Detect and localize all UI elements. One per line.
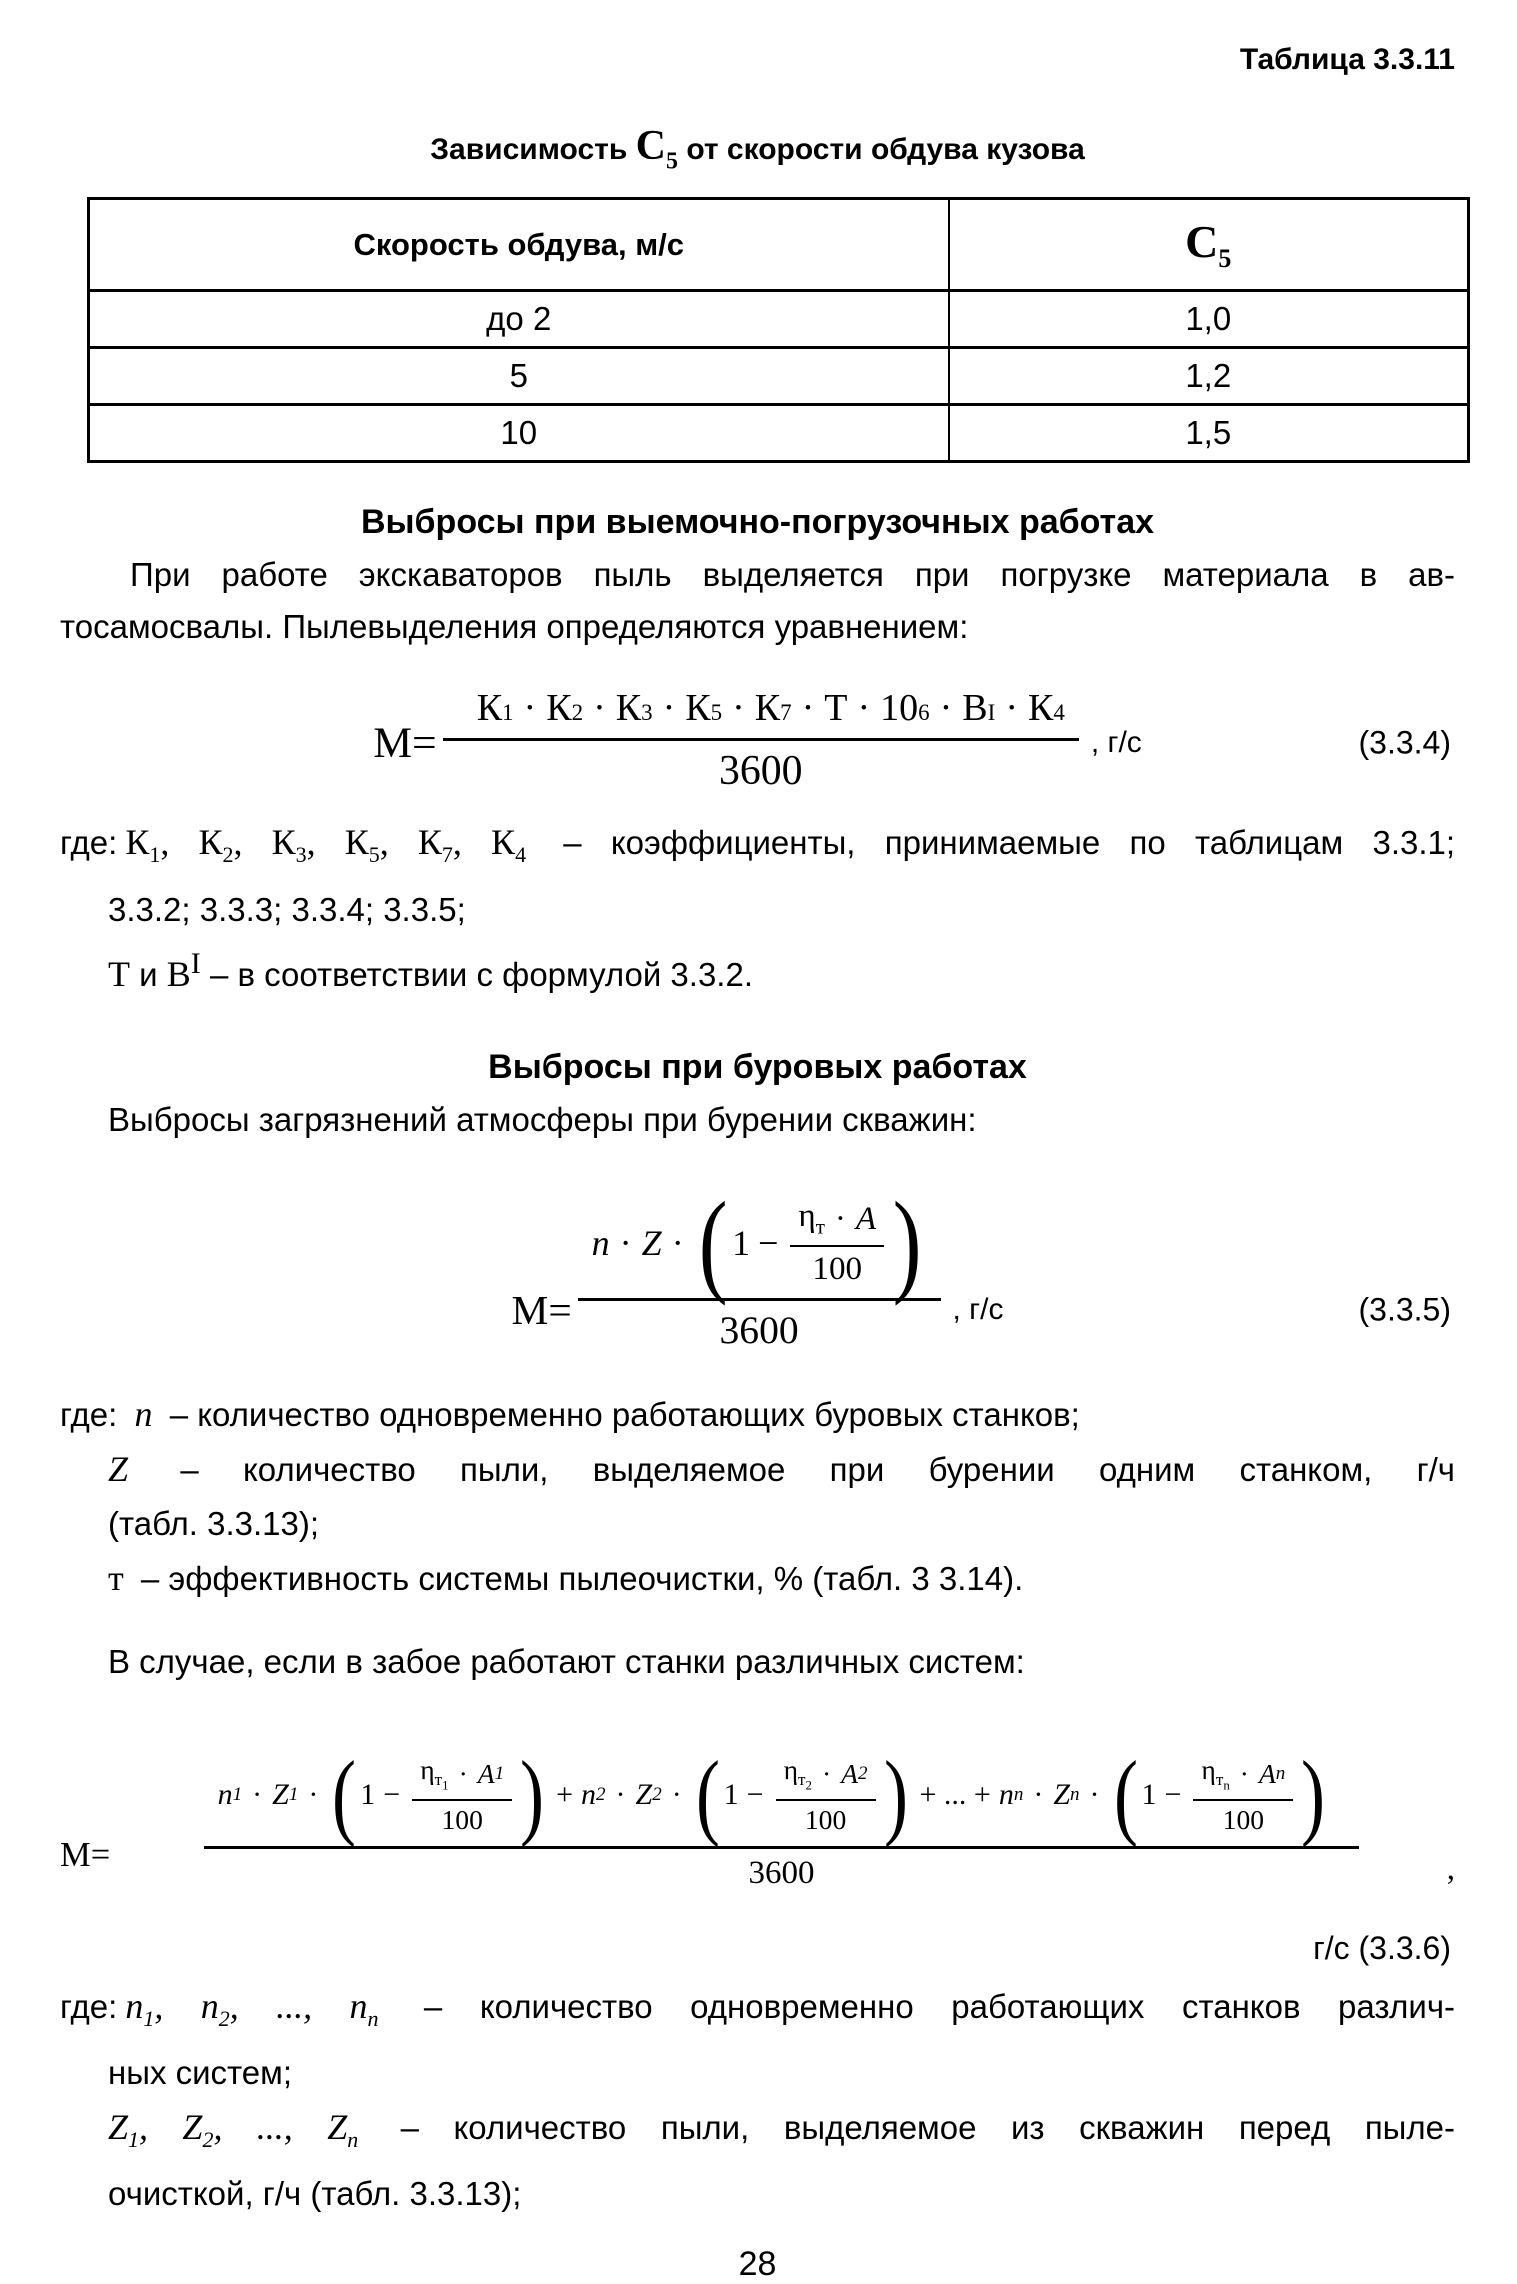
where-335-line2: Z – количество пыли, выделяемое при бурении одним станком, г/ч (108, 1448, 1455, 1489)
formula-335-denominator: 3600 (719, 1307, 799, 1352)
formula-term: · В I (939, 686, 996, 729)
formula-336-numerator (204, 1740, 1360, 1849)
dot-operator: · (619, 1222, 632, 1263)
where-335-line1: где: n – количество одновременно работающих буровых станков; (60, 1393, 1080, 1434)
where-335-line4: т – эффективность системы пылеочистки, % (табл. 3 3.14). (108, 1557, 1024, 1598)
where-lead: где: (60, 1395, 118, 1433)
formula-336-unit-label: г/с (3.3.6) (1313, 1929, 1451, 1966)
formula-336-term: n n · Z n · ( 1 − $\eta_{т_n}$ · A n 100 ) (998, 1740, 1326, 1848)
where-lead: где: (60, 1987, 118, 2025)
formula-term: · 10 6 (857, 686, 930, 729)
paren-group (724, 1754, 880, 1836)
where-334-line3-tail: – в соответствии с формулой 3.3.2. (200, 955, 753, 993)
left-paren: ( (695, 1740, 720, 1848)
n-token-list (125, 1985, 416, 2031)
k-token: $К_7$, (417, 822, 492, 868)
z-token: $Z_1$, (108, 2106, 183, 2152)
minus-operator: − (746, 1777, 764, 1811)
formula-334-label: (3.3.4) (1358, 724, 1451, 761)
formula-334-unit: , г/с (1090, 726, 1142, 760)
eta-symbol: $\eta_{т_1}$ (420, 1753, 449, 1793)
var-Z: Z (272, 1777, 289, 1811)
var-n: n (998, 1777, 1014, 1811)
formula-334-numerator (443, 680, 1079, 741)
minus-operator: − (1164, 1777, 1182, 1811)
formula-3-3-4 (60, 671, 1455, 803)
left-paren: ( (698, 1178, 728, 1307)
caption-symbol-c5: $С_5$ (635, 123, 678, 175)
where-block-334 (60, 815, 1455, 1001)
eta-symbol: $\eta_{т_n}$ (1201, 1753, 1230, 1793)
left-paren: ( (332, 1740, 357, 1848)
where-336-line1 (60, 1979, 1455, 2046)
table-row (89, 405, 1469, 462)
digit-one: 1 (723, 1777, 739, 1811)
cell-c5-value: 1,5 (949, 405, 1469, 462)
formula-335-unit: , г/с (952, 1293, 1004, 1327)
table-head (89, 199, 1469, 291)
right-paren: ) (883, 1740, 908, 1848)
dot-operator: · (1033, 1777, 1044, 1811)
var-A: A (477, 1757, 495, 1789)
inner-denominator: 100 (804, 1803, 847, 1835)
cell-speed: 5 (89, 348, 949, 405)
table-number-label: Таблица 3.3.11 (1239, 43, 1455, 76)
minus-operator: − (758, 1222, 779, 1263)
n-token: $n_2$, ..., (200, 1985, 350, 2031)
dot-operator: · (671, 1777, 682, 1811)
formula-336-term: n 1 · Z 1 · ( 1 − $\eta_{т_1}$ · A 1 100 ) + (217, 1740, 574, 1848)
plus-separator: + ... + (919, 1777, 991, 1811)
eta-symbol: $\eta_т$ (798, 1197, 825, 1239)
paragraph-excavation-line1: При работе экскаваторов пыль выделяется при погрузке материала в ав- (130, 556, 1455, 594)
var-Z: Z (641, 1222, 662, 1263)
plus-separator: + (556, 1777, 574, 1811)
var-n: n (581, 1777, 597, 1811)
var-t: т (108, 1557, 124, 1598)
formula-335-lhs: М= (511, 1287, 572, 1334)
cell-c5-value: 1,0 (949, 291, 1469, 348)
table-body (89, 291, 1469, 462)
dot-operator: · (1089, 1777, 1100, 1811)
k-token-list (125, 822, 555, 868)
dot-operator: · (1239, 1757, 1249, 1789)
table-caption (60, 122, 1455, 175)
formula-336-denominator: 3600 (748, 1854, 815, 1891)
where-lead: где: (60, 824, 118, 862)
digit-one: 1 (1141, 1777, 1157, 1811)
formula-term: · К 5 (662, 686, 723, 729)
formula-334-lhs: М= (373, 719, 437, 768)
paragraph-excavation-line2: тосамосвалы. Пылевыделения определяются уравнением: (60, 608, 969, 646)
inner-fraction: $\eta_{т_1}$ · A 1 100 (412, 1754, 512, 1836)
paren-group (732, 1197, 888, 1288)
where-334-tail: – коэффициенты, принимаемые по таблицам 3.3.1; (563, 824, 1456, 862)
formula-term: · К 2 (523, 686, 584, 729)
where-336-line2: ных систем; (108, 2053, 292, 2091)
formula-335-numerator (578, 1178, 941, 1307)
table-row (89, 348, 1469, 405)
formula-336-comma: , (1446, 1851, 1455, 1888)
formula-3-3-6 (60, 1714, 1455, 1926)
dot-operator: · (252, 1777, 263, 1811)
right-paren: ) (1301, 1740, 1326, 1848)
column-header-c5: $С_5$ (949, 199, 1469, 291)
digit-one: 1 (732, 1222, 751, 1263)
var-A: A (841, 1757, 858, 1789)
where-block-336 (60, 1979, 1455, 2221)
formula-336-lhs: М= (60, 1836, 111, 1875)
cell-speed: до 2 (89, 291, 949, 348)
formula-term: · Т (801, 686, 848, 729)
left-paren: ( (1113, 1740, 1138, 1848)
var-n: n (591, 1222, 610, 1263)
section-heading-excavation: Выбросы при выемочно-погрузочных работах (360, 503, 1155, 542)
inner-denominator: 100 (812, 1249, 863, 1287)
caption-prefix: Зависимость (430, 133, 628, 166)
where-336-n-tail: – количество одновременно работающих станков различ- (423, 1987, 1456, 2025)
table-header-row (89, 199, 1469, 291)
case-line: В случае, если в забое работают станки различных систем: (108, 1642, 1025, 1680)
c5-speed-table (87, 197, 1470, 463)
where-336-line4: очисткой, г/ч (табл. 3.3.13); (108, 2174, 522, 2212)
section-heading-drilling: Выбросы при буровых работах (488, 1047, 1027, 1086)
paren-group (1141, 1754, 1297, 1836)
formula-335-label: (3.3.5) (1358, 1291, 1451, 1328)
formula-3-3-5 (60, 1170, 1455, 1375)
var-A: A (855, 1199, 877, 1237)
k-token: $К_2$, (198, 822, 272, 868)
formula-336-term: n 2 · Z 2 · ( 1 − $\eta_{т_2}$ · A 2 100 ) + ... + (581, 1740, 991, 1848)
column-header-speed: Скорость обдува, м/с (89, 199, 949, 291)
where-334-line2: 3.3.2; 3.3.3; 3.3.4; 3.3.5; (108, 890, 466, 928)
z-token: $Z_n$ (327, 2106, 359, 2152)
z-token-list (108, 2106, 393, 2152)
formula-term: · К 4 (1005, 686, 1065, 729)
where-336-line3 (60, 2100, 1455, 2167)
where-334-line3: Т и $В^I$ – в соответствии с формулой 3.3.2. (108, 946, 753, 994)
n-token: $n_1$, (125, 1985, 201, 2031)
var-n: n (134, 1393, 153, 1434)
cell-c5-value: 1,2 (949, 348, 1469, 405)
inner-fraction: $\eta_{т_2}$ · A 2 100 (776, 1754, 876, 1836)
dot-operator: · (671, 1222, 684, 1263)
var-A: A (1258, 1757, 1276, 1789)
inner-fraction: $\eta_{т_n}$ · A n 100 (1193, 1754, 1293, 1836)
symbol-T: Т (108, 953, 130, 994)
right-paren: ) (892, 1178, 922, 1307)
inner-fraction (790, 1197, 884, 1288)
drilling-intro-line: Выбросы загрязнений атмосферы при бурении скважин: (108, 1100, 977, 1138)
cell-speed: 10 (89, 405, 949, 462)
formula-term: К 1 (476, 686, 514, 729)
dot-operator: · (308, 1777, 319, 1811)
symbol-B-sup-I: $В^I$ (166, 946, 201, 994)
formula-335-fraction (578, 1178, 941, 1353)
formula-336-fraction (116, 1740, 1447, 1892)
digit-one: 1 (360, 1777, 376, 1811)
page-number: 28 (738, 2244, 777, 2283)
var-n: n (217, 1777, 233, 1811)
k-token: $К_4$ (491, 822, 527, 868)
where-336-z-tail: – количество пыли, выделяемое из скважин перед пыле- (400, 2108, 1456, 2146)
formula-term: · К 7 (732, 686, 792, 729)
inner-denominator: 100 (441, 1803, 483, 1835)
eta-symbol: $\eta_{т_2}$ (783, 1753, 812, 1793)
var-Z: Z (1053, 1777, 1070, 1811)
dot-operator: · (821, 1757, 832, 1789)
n-token: $n_n$ (349, 1985, 379, 2031)
k-token: $К_5$, (344, 822, 418, 868)
k-token: $К_3$, (271, 822, 345, 868)
where-334-line1 (60, 815, 1455, 882)
inner-denominator: 100 (1222, 1803, 1265, 1835)
z-token: $Z_2$, ..., (182, 2106, 328, 2152)
dot-operator: · (615, 1777, 626, 1811)
dot-operator: · (458, 1757, 468, 1789)
caption-suffix: от скорости обдува кузова (686, 133, 1085, 166)
paren-group (360, 1754, 516, 1836)
formula-334-denominator: 3600 (718, 747, 803, 794)
table-row (89, 291, 1469, 348)
formula-334-fraction (443, 680, 1079, 795)
dot-operator: · (834, 1199, 846, 1237)
where-335-line3: (табл. 3.3.13); (108, 1504, 320, 1542)
formula-term: · К 3 (593, 686, 653, 729)
minus-operator: − (383, 1777, 401, 1811)
right-paren: ) (520, 1740, 545, 1848)
where-block-335 (60, 1387, 1455, 1606)
var-Z: Z (108, 1448, 129, 1489)
k-token: $К_1$, (125, 822, 199, 868)
var-Z: Z (635, 1777, 653, 1811)
